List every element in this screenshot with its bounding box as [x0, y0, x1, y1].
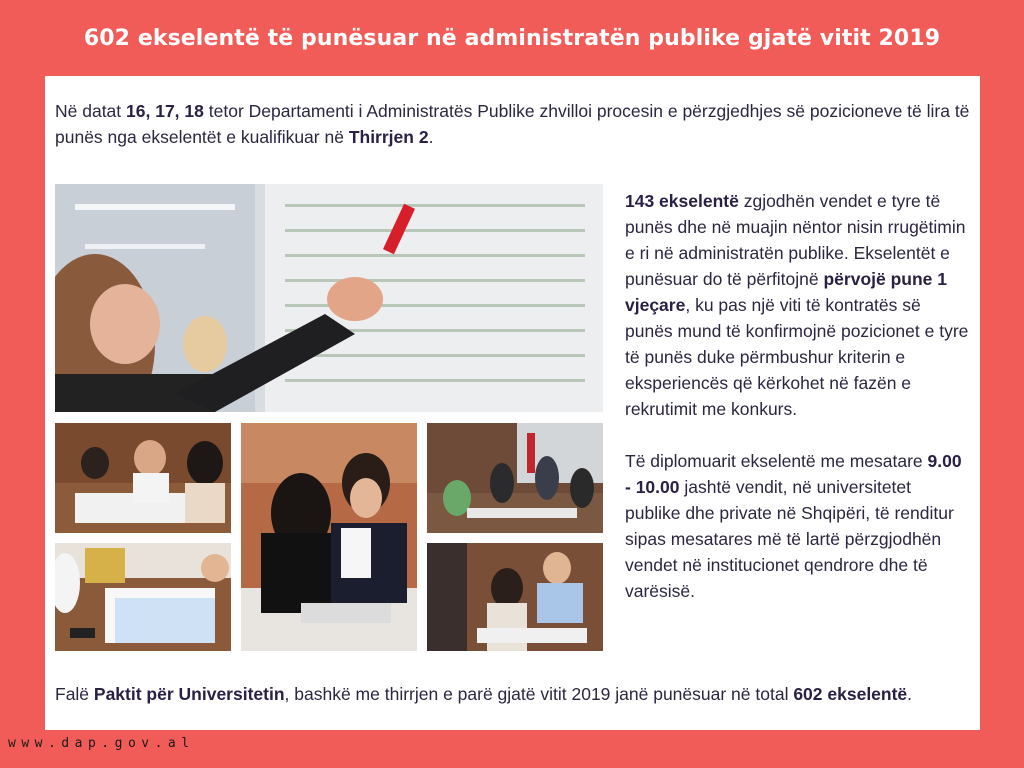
side-p2-text-1: Të diplomuarit ekselentë me mesatare [625, 451, 928, 471]
photo-small-1 [55, 423, 231, 533]
content-card [45, 76, 980, 730]
side-p1-text-1: zgjodhën vendet e tyre të punës dhe në muajin nëntor nisin rrugëtimin e ri në administratën publike. Ekselentët e punësuar do të përfitojnë [625, 191, 966, 289]
page-title: 602 ekselentë të punësuar në administratën publike gjatë vitit 2019 [83, 26, 941, 51]
side-p2-bold-1: 9.00 - 10.00 [625, 451, 962, 497]
photo-small-2 [241, 423, 417, 651]
intro-call: Thirrjen 2 [348, 127, 429, 147]
outro-text-3: . [907, 684, 913, 704]
intro-paragraph [55, 98, 970, 150]
intro-text-1: Në datat [55, 101, 127, 121]
side-text [625, 188, 970, 630]
side-paragraph-2 [625, 448, 970, 604]
outro-text-1: Falë [55, 684, 94, 704]
photo-small-3 [427, 423, 603, 533]
main-photo [55, 184, 603, 412]
photo-small-4 [55, 543, 231, 651]
outro-paragraph [55, 681, 980, 707]
footer-url[interactable]: www.dap.gov.al [8, 736, 195, 751]
intro-text-2: tetor Departamenti i Administratës Publike zhvilloi procesin e përzgjedhjes së pozicioneve të lira të punës nga ekselentët e kualifikuar në [55, 101, 970, 147]
outro-text-2: , bashkë me thirrjen e parë gjatë vitit 2019 janë punësuar në total [284, 684, 794, 704]
photo-small-5 [427, 543, 603, 651]
intro-dates: 16, 17, 18 [126, 101, 204, 121]
side-p1-text-2: , ku pas një viti të kontratës së punës mund të konfirmojnë pozicionet e tyre të punës duke përmbushur kriterin e eksperiencës që kërkohet në fazën e rekrutimit me konkurs. [625, 295, 969, 419]
side-p1-bold-2: përvojë pune 1 vjeçare [625, 269, 947, 315]
side-paragraph-1 [625, 188, 970, 422]
intro-text-3: . [428, 127, 434, 147]
side-p2-text-2: jashtë vendit, në universitetet publike dhe private në Shqipëri, të renditur sipas mesatares më të lartë përzgjodhën vendet në institucionet qendrore dhe të varësisë. [625, 477, 954, 601]
outro-bold-1: Paktit për Universitetin [93, 684, 285, 704]
outro-bold-2: 602 ekselentë [793, 684, 908, 704]
side-p1-bold-1: 143 ekselentë [625, 191, 739, 211]
